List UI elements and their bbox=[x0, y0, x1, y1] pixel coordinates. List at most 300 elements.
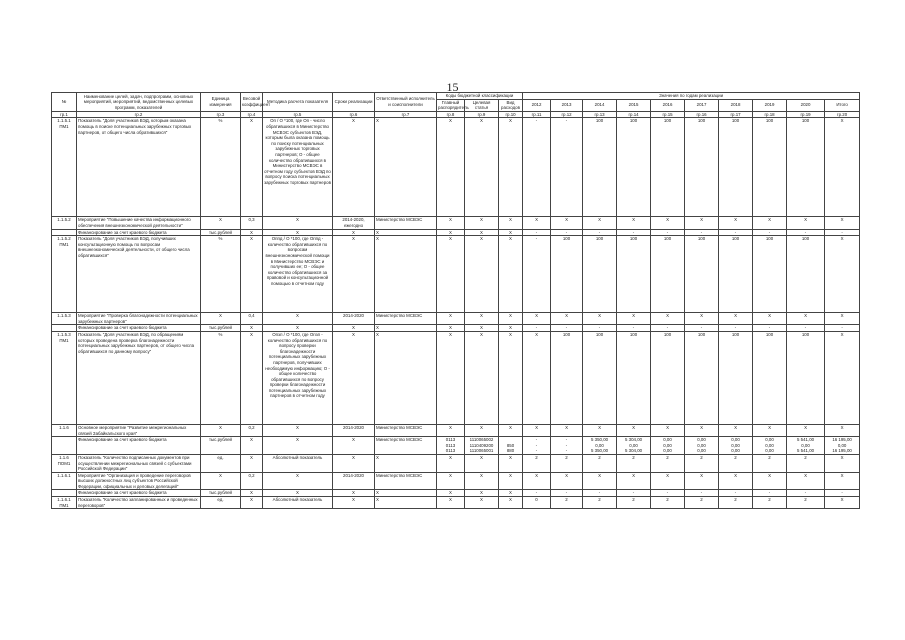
table-cell: - bbox=[551, 490, 583, 497]
table-cell: тыс.рублей bbox=[201, 490, 241, 497]
table-cell: Финансирование за счет краевого бюджета bbox=[77, 229, 201, 236]
table-cell: Х bbox=[375, 118, 437, 217]
header-budget-codes: Коды бюджетной классификации bbox=[437, 93, 523, 100]
table-cell: Министерство МСВЭС bbox=[375, 472, 437, 490]
table-cell: 100 bbox=[719, 331, 753, 424]
table-cell: 2014-2020 bbox=[333, 424, 375, 436]
table-row bbox=[52, 497, 860, 509]
table-cell: Х bbox=[753, 313, 787, 325]
table-cell: 1.1.6.1 bbox=[52, 472, 77, 490]
table-cell: 2014-2020 bbox=[333, 472, 375, 490]
table-cell: Х bbox=[583, 313, 617, 325]
page-number: 15 bbox=[446, 80, 459, 94]
table-cell: Х bbox=[375, 236, 437, 313]
table-cell: - bbox=[825, 490, 860, 497]
table-cell: 100 bbox=[753, 331, 787, 424]
table-cell: Х bbox=[263, 325, 333, 332]
table-cell: 100 bbox=[583, 118, 617, 217]
table-cell: - bbox=[523, 490, 551, 497]
table-cell: Х bbox=[333, 497, 375, 509]
table-cell: Х bbox=[263, 437, 333, 455]
table-cell: - bbox=[651, 325, 685, 332]
table-cell: Х bbox=[333, 454, 375, 472]
table-cell: Х bbox=[787, 313, 825, 325]
table-cell: - bbox=[753, 229, 787, 236]
table-cell: Абсолютный показатель bbox=[263, 497, 333, 509]
header-year: 2019 bbox=[753, 99, 787, 111]
header-budget-article: Целевая статья bbox=[465, 99, 499, 111]
table-cell: Х bbox=[465, 313, 499, 325]
table-cell: Показатель "Количество подписанных документов при осуществлении межрегиональных связей с субъектами Российской Федерации" bbox=[77, 454, 201, 472]
table-cell: Х bbox=[263, 229, 333, 236]
table-cell: Х bbox=[465, 331, 499, 424]
table-cell: 2 bbox=[753, 454, 787, 472]
table-cell: 100 bbox=[719, 118, 753, 217]
table-cell: - bbox=[753, 490, 787, 497]
table-cell: Х bbox=[787, 217, 825, 229]
table-cell: - bbox=[551, 325, 583, 332]
table-cell: Х bbox=[465, 497, 499, 509]
column-number: гр.1 bbox=[52, 111, 77, 118]
table-cell: Х bbox=[523, 472, 551, 490]
table-cell: 2 bbox=[583, 454, 617, 472]
table-cell: Х bbox=[465, 424, 499, 436]
table-cell: 1.1.5.3 ПМ1 bbox=[52, 331, 77, 424]
table-cell: 850 880 bbox=[499, 437, 523, 455]
table-cell: Х bbox=[241, 325, 263, 332]
table-cell: Основное мероприятие "Развитие межрегиональных связей Забайкальского края" bbox=[77, 424, 201, 436]
table-cell: Х bbox=[617, 217, 651, 229]
table-cell: 100 bbox=[583, 331, 617, 424]
table-cell: 1110065002 1110409200 1110065001 bbox=[465, 437, 499, 455]
table-row bbox=[52, 437, 860, 455]
table-cell: Х bbox=[333, 490, 375, 497]
header-budget-type: Вид расходов bbox=[499, 99, 523, 111]
table-cell: 1.1.5.3 bbox=[52, 313, 77, 325]
table-cell: 2 bbox=[617, 497, 651, 509]
table-cell: % bbox=[201, 118, 241, 217]
table-cell: Х bbox=[551, 313, 583, 325]
table-cell: 5 350,00 0,00 5 350,00 bbox=[583, 437, 617, 455]
table-cell: Х bbox=[551, 472, 583, 490]
table-cell: Оп / О *100, где Оп - число обратившихся в Министерство МСВЭС субъектов ВЭД, которым была оказана помощь по поиску потенциальных зарубежных торговых партнеров; О - общее количество обратившихся в Министерство МСВЭС в отчетном году субъектов ВЭД по вопросу поиска потенциальных зарубежных торговых партнеров bbox=[263, 118, 333, 217]
program-table bbox=[51, 92, 860, 509]
column-number: гр.6 bbox=[333, 111, 375, 118]
column-number: гр.9 bbox=[465, 111, 499, 118]
table-cell: Х bbox=[465, 472, 499, 490]
table-cell: 100 bbox=[651, 236, 685, 313]
table-cell: Х bbox=[263, 424, 333, 436]
table-row bbox=[52, 236, 860, 313]
table-cell: 16 195,00 0,00 16 195,00 bbox=[825, 437, 860, 455]
column-number: гр.18 bbox=[753, 111, 787, 118]
table-cell: Х bbox=[437, 472, 465, 490]
table-cell: Опзп / О *100, где Опзп - количество обратившихся по вопросу проверки благонадежности потенциальных зарубежных партнеров, получивших необходимую информацию; О - общее количество обратившихся по вопросу проверки благонадежности потенциальных зарубежных партнеров в отчетном году bbox=[263, 331, 333, 424]
table-cell: - bbox=[523, 118, 551, 217]
table-cell: 0 bbox=[523, 497, 551, 509]
table-cell: - bbox=[753, 325, 787, 332]
table-cell: Х bbox=[685, 472, 719, 490]
table-cell: Х bbox=[551, 424, 583, 436]
table-cell: Х bbox=[499, 424, 523, 436]
table-cell: Мероприятие "Организация и проведение переговоров высших должностных лиц субъектов Российской Федерации, официальных и деловых делегаций" bbox=[77, 472, 201, 490]
table-cell: Х bbox=[201, 217, 241, 229]
table-cell: Х bbox=[551, 217, 583, 229]
table-row bbox=[52, 313, 860, 325]
table-cell: Х bbox=[263, 217, 333, 229]
header-term: Сроки реализации bbox=[333, 93, 375, 112]
table-cell: Х bbox=[499, 497, 523, 509]
table-cell: 2 bbox=[651, 497, 685, 509]
table-row bbox=[52, 217, 860, 229]
table-cell: Х bbox=[465, 236, 499, 313]
table-cell: - bbox=[825, 229, 860, 236]
header-year: 2018 bbox=[719, 99, 753, 111]
table-cell: 100 bbox=[685, 118, 719, 217]
table-cell: 100 bbox=[685, 331, 719, 424]
table-cell: - bbox=[523, 229, 551, 236]
table-cell: Х bbox=[375, 490, 437, 497]
table-cell: 1.1.5.1 ПМ1 bbox=[52, 118, 77, 217]
column-number-row bbox=[52, 111, 860, 118]
table-cell: 2 bbox=[719, 454, 753, 472]
header-years-group: Значения по годам реализации bbox=[523, 93, 860, 100]
table-cell: - bbox=[685, 490, 719, 497]
table-cell: 100 bbox=[583, 236, 617, 313]
table-cell: Х bbox=[437, 217, 465, 229]
table-cell: Х bbox=[375, 331, 437, 424]
table-cell: 100 bbox=[617, 331, 651, 424]
table-cell: Показатель "Количество запланированных и проведенных переговоров" bbox=[77, 497, 201, 509]
table-cell: Х bbox=[437, 229, 465, 236]
table-cell: - bbox=[523, 236, 551, 313]
table-cell: Абсолютный показатель bbox=[263, 454, 333, 472]
table-cell: - bbox=[719, 229, 753, 236]
table-cell: - bbox=[617, 490, 651, 497]
table-cell: Х bbox=[333, 437, 375, 455]
table-cell: 2 bbox=[787, 454, 825, 472]
table-cell: Х bbox=[437, 325, 465, 332]
table-cell: - bbox=[523, 325, 551, 332]
table-cell: Х bbox=[719, 424, 753, 436]
table-cell: 0,00 0,00 0,00 bbox=[685, 437, 719, 455]
table-cell: Х bbox=[263, 472, 333, 490]
table-cell: Х bbox=[825, 331, 860, 424]
table-cell: Х bbox=[241, 331, 263, 424]
table-cell: 100 bbox=[551, 236, 583, 313]
column-number: гр.14 bbox=[617, 111, 651, 118]
table-cell: - bbox=[583, 490, 617, 497]
table-cell: - bbox=[787, 229, 825, 236]
column-number: гр.10 bbox=[499, 111, 523, 118]
table-cell: 5 304,00 0,00 5 304,00 bbox=[617, 437, 651, 455]
table-cell: Х bbox=[201, 472, 241, 490]
table-cell: Финансирование за счет краевого бюджета bbox=[77, 437, 201, 455]
table-cell: 2 bbox=[651, 454, 685, 472]
table-cell: Х bbox=[241, 454, 263, 472]
table-cell: - bbox=[551, 118, 583, 217]
table-cell: % bbox=[201, 236, 241, 313]
table-cell: 5 541,00 0,00 5 541,00 bbox=[787, 437, 825, 455]
table-cell: Х bbox=[241, 437, 263, 455]
table-cell: Оппд / О *100, где Оппд - количество обратившихся по вопросам внешнеэкономической помощи в Министерство МСВЭС и получивших ее; О - общее количество обратившихся за правовой и консультационной помощью в отчетном году bbox=[263, 236, 333, 313]
table-cell: 1.1.5.2 ПМ1 bbox=[52, 236, 77, 313]
table-cell: Х bbox=[333, 236, 375, 313]
table-cell: Х bbox=[825, 454, 860, 472]
table-cell: - bbox=[787, 490, 825, 497]
table-cell: Х bbox=[651, 313, 685, 325]
table-cell: Х bbox=[499, 118, 523, 217]
table-cell: Министерство МСВЭС bbox=[375, 313, 437, 325]
table-cell: 0,00 0,00 0,00 bbox=[719, 437, 753, 455]
header-num: № bbox=[52, 93, 77, 112]
table-cell: Х bbox=[499, 331, 523, 424]
table-cell: ед. bbox=[201, 454, 241, 472]
table-cell: Х bbox=[241, 490, 263, 497]
table-cell: Финансирование за счет краевого бюджета bbox=[77, 490, 201, 497]
table-cell: 1.1.6.1 ПМ1 bbox=[52, 497, 77, 509]
table-cell: Х bbox=[499, 325, 523, 332]
header-total: Итого bbox=[825, 99, 860, 111]
header-year: 2017 bbox=[685, 99, 719, 111]
table-cell: Х bbox=[499, 490, 523, 497]
table-cell: Х bbox=[241, 497, 263, 509]
table-cell: 2 bbox=[753, 497, 787, 509]
column-number: гр.5 bbox=[263, 111, 333, 118]
table-cell: 100 bbox=[753, 236, 787, 313]
header-weight: Весовой коэффициент bbox=[241, 93, 263, 112]
table-cell: Х bbox=[201, 313, 241, 325]
header-year: 2016 bbox=[651, 99, 685, 111]
table-cell: Х bbox=[825, 217, 860, 229]
table-cell: 0,2 bbox=[241, 424, 263, 436]
table-cell: 100 bbox=[617, 236, 651, 313]
table-cell: - bbox=[685, 229, 719, 236]
column-number: гр.4 bbox=[241, 111, 263, 118]
table-row bbox=[52, 454, 860, 472]
table-cell: Х bbox=[583, 472, 617, 490]
column-number: гр.2 bbox=[77, 111, 201, 118]
table-cell: 100 bbox=[685, 236, 719, 313]
header-responsible: Ответственный исполнитель и соисполнители bbox=[375, 93, 437, 112]
table-cell: Министерство МСВЭС bbox=[375, 437, 437, 455]
table-cell: Х bbox=[617, 472, 651, 490]
table-cell: 100 bbox=[551, 331, 583, 424]
table-cell: - bbox=[583, 229, 617, 236]
table-cell: Х bbox=[651, 217, 685, 229]
table-cell: Показатель "Доля участников ВЭД, получивших консультационную помощь по вопросам внешнеэкономической деятельности, от общего числа обратившихся" bbox=[77, 236, 201, 313]
table-cell: Х bbox=[499, 472, 523, 490]
table-cell: Х bbox=[719, 217, 753, 229]
table-cell: Х bbox=[719, 472, 753, 490]
table-cell: - bbox=[685, 325, 719, 332]
table-cell: Х bbox=[241, 236, 263, 313]
table-cell: Х bbox=[333, 229, 375, 236]
table-cell: Х bbox=[465, 490, 499, 497]
column-number: гр.17 bbox=[719, 111, 753, 118]
table-cell: Х bbox=[437, 313, 465, 325]
table-cell: - bbox=[719, 490, 753, 497]
table-cell: 2014-2020, ежегодно bbox=[333, 217, 375, 229]
table-cell: 0,00 0,00 0,00 bbox=[651, 437, 685, 455]
table-cell: Х bbox=[523, 217, 551, 229]
table-cell: Х bbox=[719, 313, 753, 325]
table-cell: Х bbox=[787, 472, 825, 490]
table-cell: Х bbox=[787, 424, 825, 436]
table-cell: Х bbox=[437, 331, 465, 424]
table-cell: тыс.рублей bbox=[201, 325, 241, 332]
column-number: гр.12 bbox=[551, 111, 583, 118]
table-row bbox=[52, 472, 860, 490]
table-cell: Х bbox=[437, 454, 465, 472]
header-unit: Единица измерения bbox=[201, 93, 241, 112]
table-cell: Х bbox=[333, 331, 375, 424]
table-cell: Х bbox=[333, 118, 375, 217]
table-cell: Х bbox=[375, 229, 437, 236]
table-cell bbox=[52, 437, 77, 455]
table-cell: Х bbox=[825, 313, 860, 325]
table-cell: 100 bbox=[719, 236, 753, 313]
column-number: гр.8 bbox=[437, 111, 465, 118]
table-cell: Х bbox=[437, 497, 465, 509]
table-cell bbox=[52, 490, 77, 497]
table-cell: Х bbox=[375, 325, 437, 332]
table-body bbox=[52, 118, 860, 509]
table-row bbox=[52, 424, 860, 436]
column-number: гр.11 bbox=[523, 111, 551, 118]
column-number: гр.13 bbox=[583, 111, 617, 118]
table-cell: Х bbox=[825, 118, 860, 217]
table-cell: Х bbox=[825, 497, 860, 509]
table-cell: 2 bbox=[523, 454, 551, 472]
table-cell: 2 bbox=[685, 497, 719, 509]
table-cell: Х bbox=[617, 313, 651, 325]
table-cell: Х bbox=[499, 454, 523, 472]
header-method: Методика расчета показателя bbox=[263, 93, 333, 112]
table-cell: 100 bbox=[617, 118, 651, 217]
table-cell: - bbox=[583, 325, 617, 332]
table-cell: ед. bbox=[201, 497, 241, 509]
table-cell: Х bbox=[465, 118, 499, 217]
table-cell: Х bbox=[333, 325, 375, 332]
table-cell: - bbox=[651, 229, 685, 236]
table-cell: 2 bbox=[787, 497, 825, 509]
table-cell: Х bbox=[583, 217, 617, 229]
table-cell: Х bbox=[583, 424, 617, 436]
table-cell: Мероприятие "Проверка благонадежности потенциальных зарубежных партнеров" bbox=[77, 313, 201, 325]
table-cell: 1.1.5.2 bbox=[52, 217, 77, 229]
table-cell: - bbox=[617, 229, 651, 236]
table-cell: - bbox=[617, 325, 651, 332]
header-row-1 bbox=[52, 93, 860, 100]
table-cell: Х bbox=[753, 217, 787, 229]
table-cell: Х bbox=[499, 236, 523, 313]
table-row bbox=[52, 490, 860, 497]
header-name: Наименование целей, задач, подпрограмм, основных мероприятий, мероприятий, ведомственных целевых программ, показателей bbox=[77, 93, 201, 112]
table-cell: тыс.рублей bbox=[201, 229, 241, 236]
header-year: 2014 bbox=[583, 99, 617, 111]
table-cell bbox=[52, 229, 77, 236]
table-cell: Х bbox=[523, 331, 551, 424]
table-cell: 0,3 bbox=[241, 217, 263, 229]
table-cell: Показатель "Доля участников ВЭД, по обращениям которых проведена проверка благонадежности потенциальных зарубежных партнеров, от общего числа обратившихся по данному вопросу" bbox=[77, 331, 201, 424]
table-cell: Х bbox=[523, 424, 551, 436]
table-cell: 1.1.6 bbox=[52, 424, 77, 436]
table-cell: - bbox=[719, 325, 753, 332]
table-cell: 2 bbox=[551, 454, 583, 472]
column-number: гр.7 bbox=[375, 111, 437, 118]
table-cell: 2 bbox=[617, 454, 651, 472]
table-cell: - bbox=[651, 490, 685, 497]
table-cell: Х bbox=[241, 229, 263, 236]
table-cell: Х bbox=[651, 472, 685, 490]
table-cell: - - - bbox=[523, 437, 551, 455]
table-cell: Показатель "Доля участников ВЭД, которым оказана помощь в поиске потенциальных зарубежных торговых партнеров, от общего числа обратившихся" bbox=[77, 118, 201, 217]
header-year: 2015 bbox=[617, 99, 651, 111]
table-cell: Х bbox=[825, 236, 860, 313]
table-cell: Х bbox=[437, 490, 465, 497]
header-budget-main: Главный распорядитель bbox=[438, 99, 469, 111]
table-cell: Х bbox=[685, 313, 719, 325]
table-cell: - bbox=[551, 229, 583, 236]
column-number: гр.16 bbox=[685, 111, 719, 118]
table-cell: Х bbox=[685, 424, 719, 436]
table-cell: 100 bbox=[787, 236, 825, 313]
table-row bbox=[52, 229, 860, 236]
table-cell: Министерство МСВЭС bbox=[375, 424, 437, 436]
table-cell: - bbox=[787, 325, 825, 332]
table-cell: - bbox=[825, 325, 860, 332]
table-cell: Мероприятие "Повышение качества информационного обеспечения внешнеэкономической деятельности" bbox=[77, 217, 201, 229]
table-cell: Х bbox=[465, 229, 499, 236]
table-cell: Х bbox=[263, 490, 333, 497]
table-cell: 0,2 bbox=[241, 472, 263, 490]
table-cell: Х bbox=[241, 118, 263, 217]
table-cell: 0,4 bbox=[241, 313, 263, 325]
table-row bbox=[52, 331, 860, 424]
header-year: 2012 bbox=[523, 99, 551, 111]
table-cell: 100 bbox=[651, 331, 685, 424]
header-year: 2020 bbox=[787, 99, 825, 111]
table-cell: Х bbox=[523, 313, 551, 325]
table-cell: Х bbox=[437, 118, 465, 217]
table-cell: Х bbox=[437, 424, 465, 436]
table-cell: % bbox=[201, 331, 241, 424]
table-cell: Х bbox=[437, 236, 465, 313]
table-cell: 1.1.6 ПОМ1 bbox=[52, 454, 77, 472]
column-number: гр.20 bbox=[825, 111, 860, 118]
table-cell: Х bbox=[465, 325, 499, 332]
table-cell: Х bbox=[499, 229, 523, 236]
table-cell bbox=[52, 325, 77, 332]
table-cell: 0113 0113 0113 bbox=[437, 437, 465, 455]
column-number: гр.19 bbox=[787, 111, 825, 118]
table-cell: 2 bbox=[719, 497, 753, 509]
table-cell: 100 bbox=[787, 118, 825, 217]
table-cell: Х bbox=[617, 424, 651, 436]
table-cell: Х bbox=[685, 217, 719, 229]
table-cell: Финансирование за счет краевого бюджета bbox=[77, 325, 201, 332]
column-number: гр.3 bbox=[201, 111, 241, 118]
table-cell: Х bbox=[201, 424, 241, 436]
table-cell: Х bbox=[465, 217, 499, 229]
table-cell: Х bbox=[499, 313, 523, 325]
table-cell: 2014-2020 bbox=[333, 313, 375, 325]
table-cell: 100 bbox=[651, 118, 685, 217]
table-cell: Х bbox=[499, 217, 523, 229]
header-year: 2013 bbox=[551, 99, 583, 111]
table-cell: 100 bbox=[787, 331, 825, 424]
